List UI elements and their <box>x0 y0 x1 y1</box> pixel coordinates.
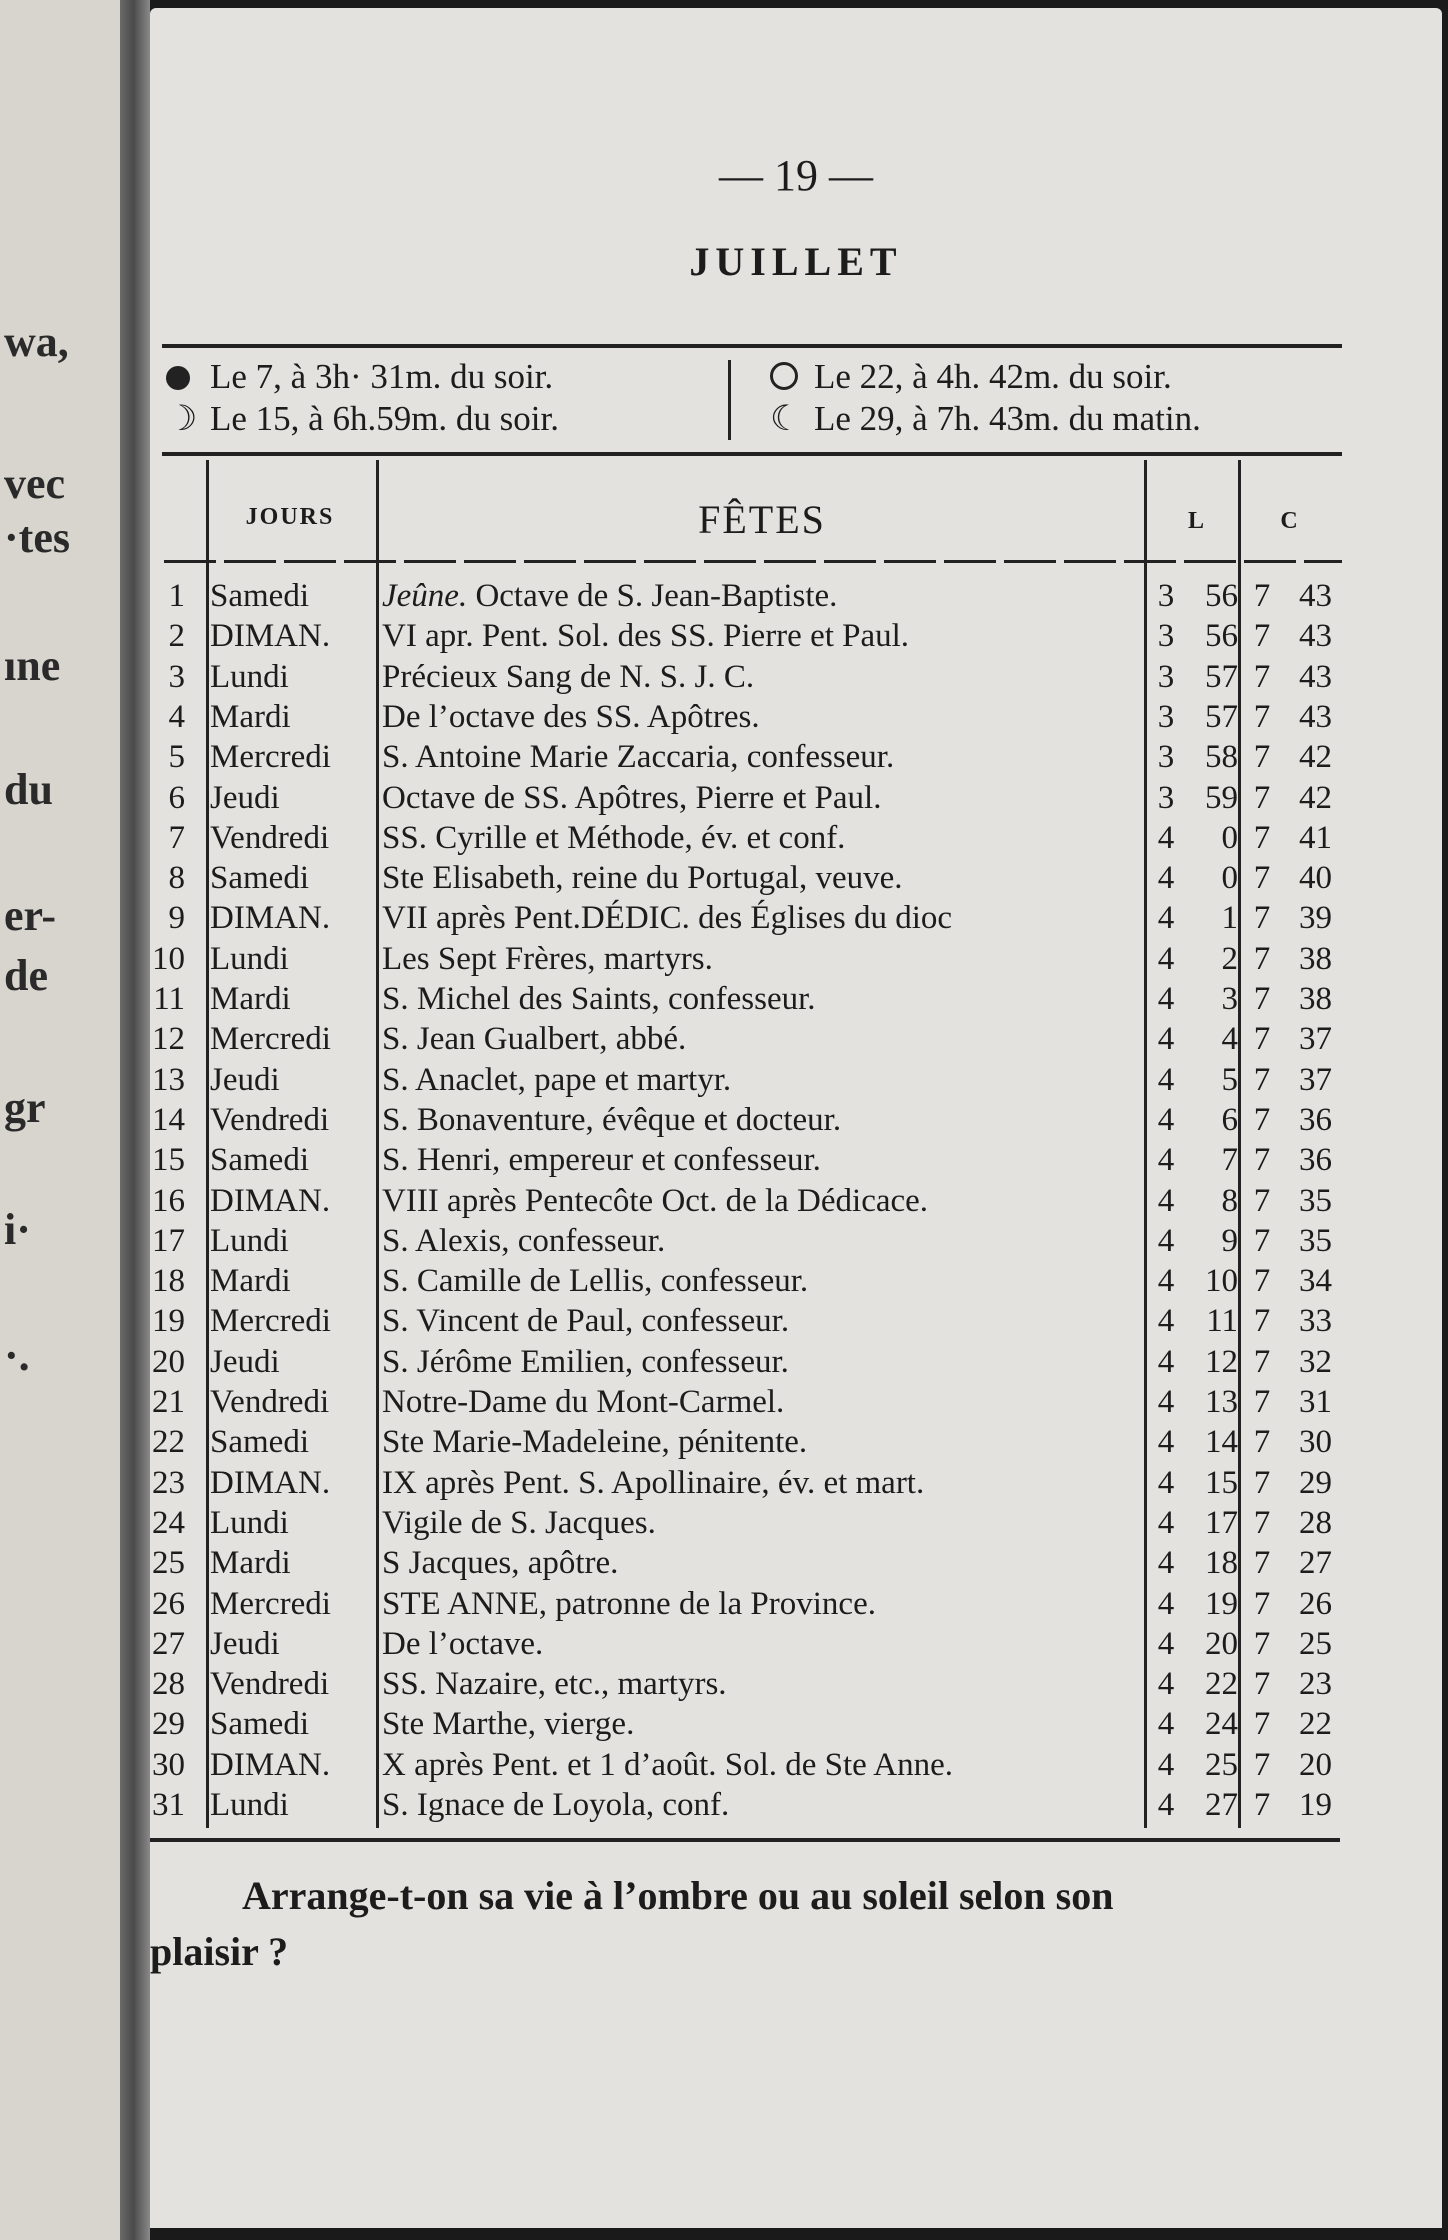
day-name: Samedi <box>210 1424 309 1461</box>
day-number: 1 <box>168 578 185 614</box>
left-page-edge <box>0 0 140 2240</box>
sunset-hour: 7 <box>1253 1303 1271 1340</box>
day-name: Lundi <box>210 658 289 695</box>
sunset-minute: 37 <box>1299 1061 1332 1098</box>
header-fetes: FÊTES <box>698 497 826 542</box>
top-rule <box>162 344 1342 348</box>
calendar-page <box>150 8 1442 2228</box>
feast-text: S. Antoine Marie Zaccaria, confesseur. <box>382 739 895 776</box>
sunset-minute: 31 <box>1299 1384 1332 1420</box>
sunrise-minute: 0 <box>1221 819 1238 856</box>
feast-text: VIII après Pentecôte Oct. de la Dédicace. <box>382 1182 929 1219</box>
calendar-row <box>150 1060 1442 1100</box>
sunset-hour: 7 <box>1253 860 1271 897</box>
sunrise-hour: 3 <box>1157 578 1175 614</box>
last-quarter-icon: ☾ <box>770 399 802 438</box>
sunset-hour: 7 <box>1253 1787 1271 1823</box>
sunrise-hour: 4 <box>1157 1263 1175 1300</box>
day-number: 29 <box>152 1706 185 1743</box>
left-fragment: du <box>4 765 53 814</box>
calendar-row <box>150 1463 1442 1503</box>
day-name: Lundi <box>210 1222 289 1259</box>
sunset-minute: 28 <box>1299 1504 1332 1541</box>
sunset-hour: 7 <box>1253 1545 1271 1582</box>
sunset-hour: 7 <box>1253 940 1271 977</box>
left-fragment: de <box>4 951 48 1000</box>
sunrise-minute: 7 <box>1221 1142 1238 1179</box>
left-fragment: gr <box>4 1083 46 1132</box>
day-number: 23 <box>152 1464 185 1501</box>
day-name: Mercredi <box>210 1303 331 1340</box>
sunset-minute: 35 <box>1299 1222 1332 1259</box>
footer-proverb-line-2: plaisir ? <box>150 1929 289 1974</box>
first-quarter-icon: ☽ <box>166 399 198 438</box>
calendar-row <box>150 1745 1442 1785</box>
day-name: Vendredi <box>210 1101 330 1138</box>
sunset-hour: 7 <box>1253 1666 1271 1703</box>
sunset-minute: 43 <box>1299 658 1332 695</box>
feast-text: S. Ignace de Loyola, conf. <box>382 1787 730 1823</box>
calendar-row <box>150 939 1442 979</box>
feast-text: De l’octave. <box>382 1625 544 1662</box>
calendar-row <box>150 1019 1442 1059</box>
feast-text <box>382 576 837 616</box>
sunset-hour: 7 <box>1253 1706 1271 1743</box>
sunrise-hour: 4 <box>1157 1424 1175 1461</box>
sunset-hour: 7 <box>1253 1424 1271 1461</box>
calendar-row <box>150 737 1442 777</box>
calendar-row <box>150 898 1442 938</box>
sunrise-hour: 4 <box>1157 1464 1175 1501</box>
day-name: Lundi <box>210 1787 289 1823</box>
calendar-row <box>150 1382 1442 1422</box>
sunset-hour: 7 <box>1253 819 1271 856</box>
feast-text: S. Vincent de Paul, confesseur. <box>382 1303 790 1340</box>
sunrise-minute: 5 <box>1221 1061 1238 1098</box>
sunset-minute: 33 <box>1299 1303 1332 1340</box>
sunrise-hour: 4 <box>1157 1021 1175 1058</box>
feast-text: S. Camille de Lellis, confesseur. <box>382 1263 809 1300</box>
left-fragment: ıne <box>4 641 61 690</box>
feast-text: S. Bonaventure, évêque et docteur. <box>382 1101 842 1138</box>
day-number: 20 <box>152 1343 185 1380</box>
feast-text: Ste Elisabeth, reine du Portugal, veuve. <box>382 860 903 897</box>
sunset-minute: 19 <box>1299 1787 1332 1823</box>
sunset-minute: 38 <box>1299 940 1332 977</box>
day-name: Mardi <box>210 1545 291 1582</box>
day-number: 28 <box>152 1666 185 1703</box>
sunset-hour: 7 <box>1253 1142 1271 1179</box>
sunset-hour: 7 <box>1253 1182 1271 1219</box>
sunset-minute: 20 <box>1299 1746 1332 1783</box>
sunrise-minute: 0 <box>1221 860 1238 897</box>
feast-text: S. Jean Gualbert, abbé. <box>382 1021 687 1058</box>
day-name: DIMAN. <box>210 900 331 937</box>
feast-text: SS. Cyrille et Méthode, év. et conf. <box>382 819 846 856</box>
moon-phase-new <box>770 356 1172 398</box>
sunset-hour: 7 <box>1253 618 1271 655</box>
sunset-hour: 7 <box>1253 1746 1271 1783</box>
day-name: Mercredi <box>210 1585 331 1622</box>
day-name: DIMAN. <box>210 1746 331 1783</box>
day-name: Lundi <box>210 940 289 977</box>
sunrise-minute: 59 <box>1205 779 1238 816</box>
sunset-minute: 29 <box>1299 1464 1332 1501</box>
day-number: 9 <box>168 900 185 937</box>
moon-phase-text: Le 29, à 7h. 43m. du matin. <box>814 399 1201 438</box>
sunrise-hour: 4 <box>1157 1343 1175 1380</box>
sunset-minute: 32 <box>1299 1343 1332 1380</box>
day-number: 17 <box>152 1222 185 1259</box>
day-number: 14 <box>152 1101 185 1138</box>
day-name: Jeudi <box>210 1625 280 1662</box>
sunrise-hour: 3 <box>1157 779 1175 816</box>
calendar-row <box>150 1422 1442 1462</box>
moon-phase-text: Le 7, à 3h· 31m. du soir. <box>210 357 554 396</box>
day-name: Mardi <box>210 1263 291 1300</box>
sunset-minute: 22 <box>1299 1706 1332 1743</box>
sunset-hour: 7 <box>1253 1222 1271 1259</box>
calendar-row <box>150 1221 1442 1261</box>
day-number: 21 <box>152 1384 185 1420</box>
calendar-row <box>150 1584 1442 1624</box>
day-number: 2 <box>168 618 185 655</box>
sunrise-minute: 11 <box>1206 1303 1238 1340</box>
sunset-minute: 43 <box>1299 578 1332 614</box>
sunrise-hour: 4 <box>1157 1706 1175 1743</box>
feast-text: S. Jérôme Emilien, confesseur. <box>382 1343 789 1380</box>
feast-text: X après Pent. et 1 d’août. Sol. de Ste Anne. <box>382 1746 953 1783</box>
page-number: — 19 — <box>719 151 873 200</box>
sunrise-hour: 3 <box>1157 618 1175 655</box>
sunrise-hour: 4 <box>1157 819 1175 856</box>
sunrise-hour: 3 <box>1157 739 1175 776</box>
calendar-row <box>150 1181 1442 1221</box>
feast-text: Vigile de S. Jacques. <box>382 1504 656 1541</box>
sunset-minute: 26 <box>1299 1585 1332 1622</box>
day-number: 24 <box>152 1504 185 1541</box>
sunrise-hour: 4 <box>1157 981 1175 1017</box>
day-number: 15 <box>152 1142 185 1179</box>
day-name: Samedi <box>210 860 309 897</box>
feast-text: S. Alexis, confesseur. <box>382 1222 666 1259</box>
moon-phase-text: Le 22, à 4h. 42m. du soir. <box>814 357 1172 396</box>
feast-text: S. Anaclet, pape et martyr. <box>382 1061 732 1098</box>
calendar-row <box>150 616 1442 656</box>
day-number: 13 <box>152 1061 185 1098</box>
sunset-minute: 34 <box>1299 1263 1332 1300</box>
calendar-row <box>150 979 1442 1019</box>
sunrise-minute: 14 <box>1205 1424 1238 1461</box>
sunrise-minute: 6 <box>1221 1101 1238 1138</box>
day-name: Jeudi <box>210 1343 280 1380</box>
sunrise-minute: 57 <box>1205 698 1238 735</box>
day-number: 26 <box>152 1585 185 1622</box>
sunrise-minute: 4 <box>1221 1021 1238 1058</box>
day-number: 3 <box>168 658 185 695</box>
day-name: Mercredi <box>210 739 331 776</box>
day-name: Jeudi <box>210 779 280 816</box>
calendar-row <box>150 1261 1442 1301</box>
day-name: Vendredi <box>210 819 330 856</box>
day-number: 7 <box>168 819 185 856</box>
sunrise-hour: 4 <box>1157 940 1175 977</box>
sunset-hour: 7 <box>1253 981 1271 1017</box>
moon-phase-text: Le 15, à 6h.59m. du soir. <box>210 399 559 438</box>
day-name: Mardi <box>210 981 291 1017</box>
sunrise-minute: 20 <box>1205 1625 1238 1662</box>
sunset-minute: 40 <box>1299 860 1332 897</box>
feast-text: S. Henri, empereur et confesseur. <box>382 1142 821 1179</box>
calendar-row <box>150 1301 1442 1341</box>
feast-text: Ste Marie-Madeleine, pénitente. <box>382 1424 808 1461</box>
calendar-row <box>150 1704 1442 1744</box>
sunset-hour: 7 <box>1253 1585 1271 1622</box>
left-fragment: wa, <box>4 317 69 366</box>
sunset-minute: 23 <box>1299 1666 1332 1703</box>
sunrise-hour: 4 <box>1157 1384 1175 1420</box>
sunrise-minute: 25 <box>1205 1746 1238 1783</box>
new-moon-icon <box>770 356 814 398</box>
sunset-minute: 42 <box>1299 779 1332 816</box>
day-number: 18 <box>152 1263 185 1300</box>
sunset-hour: 7 <box>1253 1101 1271 1138</box>
sunrise-hour: 4 <box>1157 1504 1175 1541</box>
sunset-minute: 36 <box>1299 1101 1332 1138</box>
calendar-row <box>150 818 1442 858</box>
sunset-minute: 35 <box>1299 1182 1332 1219</box>
sunrise-minute: 19 <box>1205 1585 1238 1622</box>
sunrise-hour: 4 <box>1157 1585 1175 1622</box>
day-number: 22 <box>152 1424 185 1461</box>
sunset-hour: 7 <box>1253 779 1271 816</box>
sunrise-hour: 4 <box>1157 860 1175 897</box>
day-number: 30 <box>152 1746 185 1783</box>
sunset-hour: 7 <box>1253 1061 1271 1098</box>
sunrise-minute: 8 <box>1221 1182 1238 1219</box>
sunset-hour: 7 <box>1253 1263 1271 1300</box>
header-top-rule <box>162 452 1342 456</box>
day-number: 16 <box>152 1182 185 1219</box>
day-name: DIMAN. <box>210 618 331 655</box>
day-name: Jeudi <box>210 1061 280 1098</box>
day-number: 11 <box>153 981 185 1017</box>
sunrise-minute: 1 <box>1221 900 1238 937</box>
sunrise-minute: 3 <box>1221 981 1238 1017</box>
calendar-row <box>150 657 1442 697</box>
feast-detail: Octave de S. Jean-Baptiste. <box>467 578 838 614</box>
calendar-row <box>150 1624 1442 1664</box>
sunset-hour: 7 <box>1253 578 1271 614</box>
sunrise-hour: 4 <box>1157 1545 1175 1582</box>
day-number: 10 <box>152 940 185 977</box>
feast-text: De l’octave des SS. Apôtres. <box>382 698 760 735</box>
sunset-hour: 7 <box>1253 1343 1271 1380</box>
moon-phase-full <box>166 356 553 398</box>
day-name: Mardi <box>210 698 291 735</box>
sunrise-hour: 3 <box>1157 698 1175 735</box>
month-title: JUILLET <box>689 239 903 284</box>
sunset-minute: 27 <box>1299 1545 1332 1582</box>
sunset-hour: 7 <box>1253 1625 1271 1662</box>
day-name: Vendredi <box>210 1384 330 1420</box>
feast-text: Les Sept Frères, martyrs. <box>382 940 713 977</box>
day-number: 27 <box>152 1625 185 1662</box>
sunrise-minute: 56 <box>1205 618 1238 655</box>
left-fragment: ·tes <box>4 513 70 562</box>
day-name: DIMAN. <box>210 1464 331 1501</box>
feast-text: VI apr. Pent. Sol. des SS. Pierre et Paul. <box>382 618 910 655</box>
sunset-hour: 7 <box>1253 1021 1271 1058</box>
feast-text: Ste Marthe, vierge. <box>382 1706 635 1743</box>
sunset-hour: 7 <box>1253 739 1271 776</box>
sunrise-minute: 10 <box>1205 1263 1238 1300</box>
sunset-minute: 38 <box>1299 981 1332 1017</box>
day-number: 5 <box>168 739 185 776</box>
day-number: 4 <box>168 698 185 735</box>
feast-emphasis: Jeûne. <box>382 578 468 614</box>
sunrise-minute: 12 <box>1205 1343 1238 1380</box>
calendar-row <box>150 1664 1442 1704</box>
sunrise-hour: 4 <box>1157 1222 1175 1259</box>
calendar-row <box>150 1543 1442 1583</box>
feast-text: SS. Nazaire, etc., martyrs. <box>382 1666 727 1703</box>
feast-text: Précieux Sang de N. S. J. C. <box>382 658 755 695</box>
sunset-hour: 7 <box>1253 1464 1271 1501</box>
sunrise-minute: 13 <box>1205 1384 1238 1420</box>
sunrise-hour: 4 <box>1157 1061 1175 1098</box>
calendar-row <box>150 1342 1442 1382</box>
sunset-minute: 42 <box>1299 739 1332 776</box>
calendar-row <box>150 1785 1442 1825</box>
feast-text: Octave de SS. Apôtres, Pierre et Paul. <box>382 779 882 816</box>
sunset-minute: 43 <box>1299 698 1332 735</box>
sunset-minute: 25 <box>1299 1625 1332 1662</box>
header-lever: L <box>1187 508 1204 534</box>
feast-text: IX après Pent. S. Apollinaire, év. et mart. <box>382 1464 925 1501</box>
day-name: DIMAN. <box>210 1182 331 1219</box>
bottom-rule <box>150 1838 1340 1842</box>
left-fragment: vec <box>4 459 66 508</box>
calendar-row <box>150 778 1442 818</box>
feast-text: VII après Pent.DÉDIC. des Églises du dioc <box>382 900 953 937</box>
sunrise-minute: 27 <box>1205 1787 1238 1823</box>
feast-text: S Jacques, apôtre. <box>382 1545 619 1582</box>
sunrise-hour: 4 <box>1157 1142 1175 1179</box>
sunset-minute: 43 <box>1299 618 1332 655</box>
feast-text: Notre-Dame du Mont-Carmel. <box>382 1384 785 1420</box>
sunset-hour: 7 <box>1253 1504 1271 1541</box>
sunrise-minute: 57 <box>1205 658 1238 695</box>
sunset-hour: 7 <box>1253 1384 1271 1420</box>
sunrise-hour: 4 <box>1157 1787 1175 1823</box>
sunset-minute: 30 <box>1299 1424 1332 1461</box>
sunset-hour: 7 <box>1253 698 1271 735</box>
day-number: 12 <box>152 1021 185 1058</box>
day-name: Vendredi <box>210 1666 330 1703</box>
feast-text: STE ANNE, patronne de la Province. <box>382 1585 876 1622</box>
sunset-hour: 7 <box>1253 658 1271 695</box>
left-fragment: er- <box>4 891 57 940</box>
sunrise-hour: 4 <box>1157 1666 1175 1703</box>
sunset-minute: 39 <box>1299 900 1332 937</box>
sunset-minute: 41 <box>1299 819 1332 856</box>
day-name: Mercredi <box>210 1021 331 1058</box>
calendar-row <box>150 1503 1442 1543</box>
day-number: 25 <box>152 1545 185 1582</box>
day-number: 31 <box>152 1787 185 1823</box>
moon-phase-last-quarter <box>770 398 1201 440</box>
sunrise-minute: 2 <box>1221 940 1238 977</box>
sunrise-hour: 4 <box>1157 1101 1175 1138</box>
sunrise-hour: 4 <box>1157 1625 1175 1662</box>
sunrise-minute: 18 <box>1205 1545 1238 1582</box>
sunrise-minute: 17 <box>1205 1504 1238 1541</box>
header-jours: JOURS <box>245 504 335 530</box>
sunrise-minute: 56 <box>1205 578 1238 614</box>
sunrise-hour: 4 <box>1157 1746 1175 1783</box>
day-name: Lundi <box>210 1504 289 1541</box>
calendar-row <box>150 1100 1442 1140</box>
sunrise-minute: 24 <box>1205 1706 1238 1743</box>
header-bottom-rule <box>164 560 1342 563</box>
sunrise-minute: 9 <box>1221 1222 1238 1259</box>
moon-phase-first-quarter <box>166 398 559 440</box>
full-moon-icon <box>166 356 210 398</box>
sunrise-minute: 22 <box>1205 1666 1238 1703</box>
sunrise-minute: 15 <box>1205 1464 1238 1501</box>
footer-proverb-line-1: Arrange-t-on sa vie à l’ombre ou au soleil selon son <box>242 1873 1114 1918</box>
sunset-minute: 37 <box>1299 1021 1332 1058</box>
left-fragment: i· <box>4 1205 31 1254</box>
day-name: Samedi <box>210 578 309 614</box>
header-coucher: C <box>1280 508 1298 534</box>
day-name: Samedi <box>210 1706 309 1743</box>
day-number: 8 <box>168 860 185 897</box>
sunset-hour: 7 <box>1253 900 1271 937</box>
sunset-minute: 36 <box>1299 1142 1332 1179</box>
sunrise-hour: 4 <box>1157 1303 1175 1340</box>
sunrise-hour: 3 <box>1157 658 1175 695</box>
sunrise-hour: 4 <box>1157 1182 1175 1219</box>
feast-text: S. Michel des Saints, confesseur. <box>382 981 816 1017</box>
day-name: Samedi <box>210 1142 309 1179</box>
calendar-row <box>150 697 1442 737</box>
sunrise-minute: 58 <box>1205 739 1238 776</box>
day-number: 19 <box>152 1303 185 1340</box>
calendar-row <box>150 576 1442 616</box>
calendar-row <box>150 1140 1442 1180</box>
day-number: 6 <box>168 779 185 816</box>
sunrise-hour: 4 <box>1157 900 1175 937</box>
moon-phase-divider <box>728 360 731 440</box>
calendar-row <box>150 858 1442 898</box>
left-fragment: ·. <box>4 1331 30 1380</box>
